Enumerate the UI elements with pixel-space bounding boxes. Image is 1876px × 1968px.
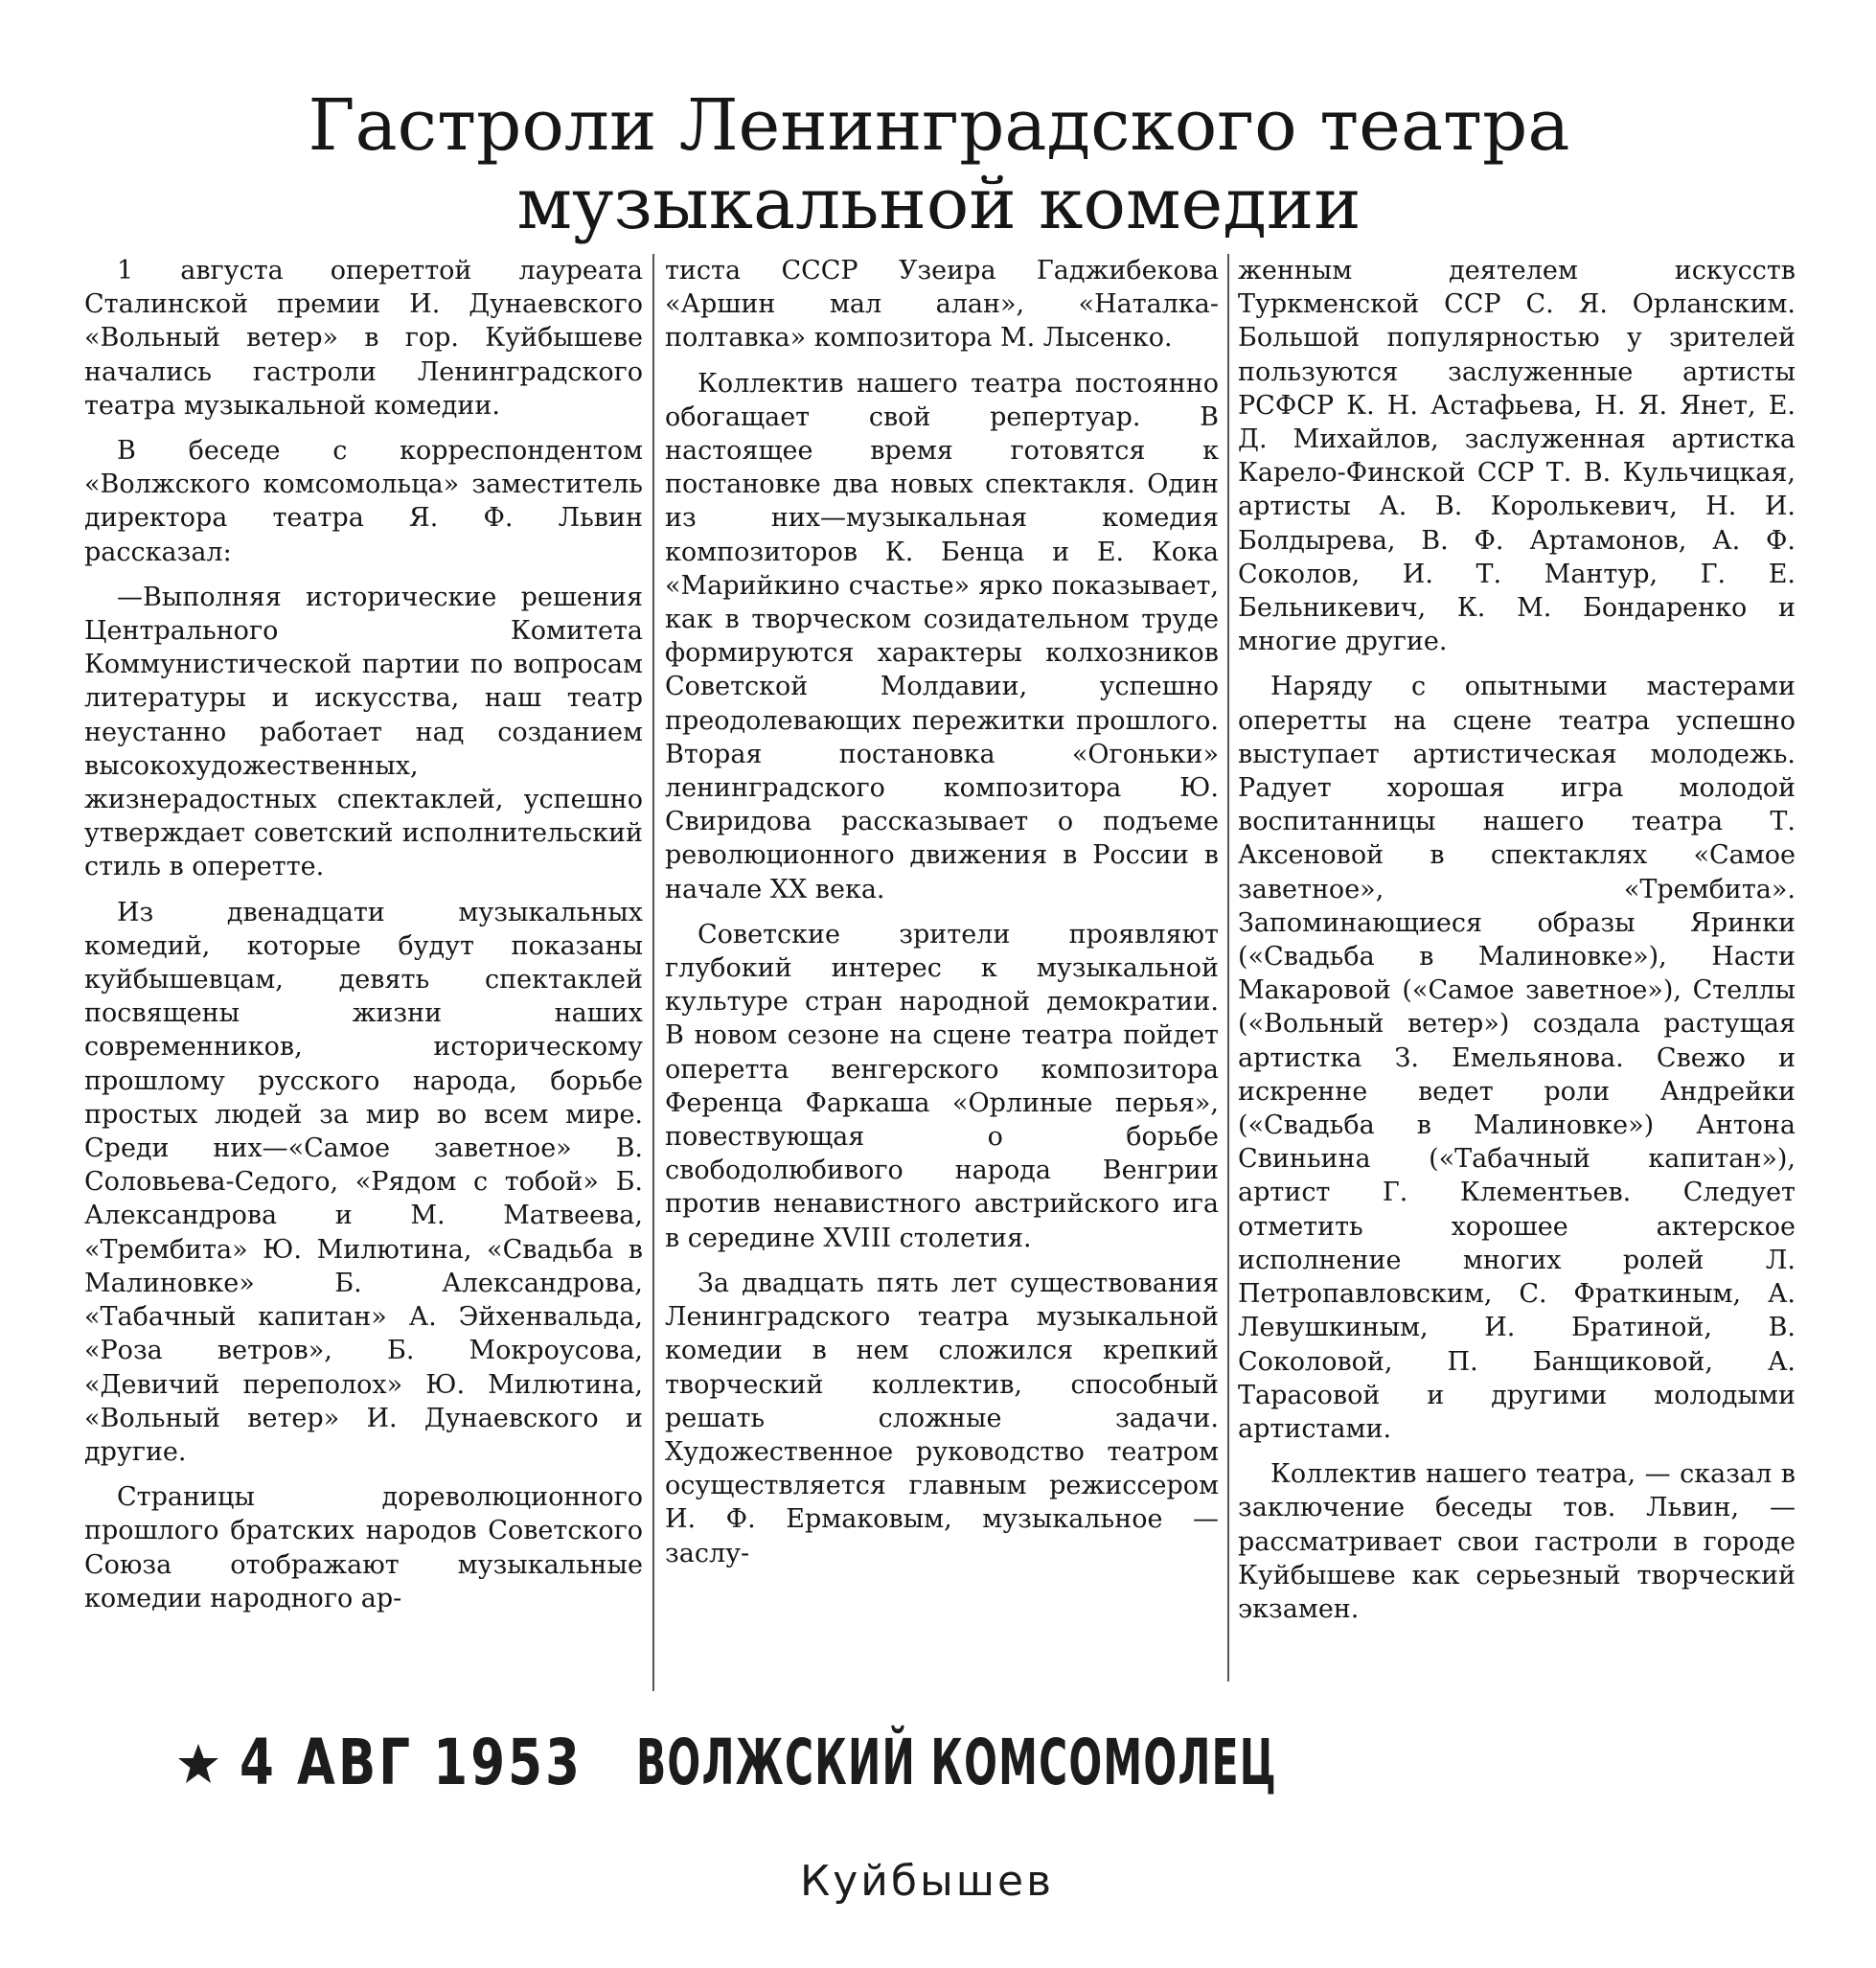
paragraph: тиста СССР Узеира Гаджибекова «Аршин мал алан», «Наталка-полтавка» композитора М. Лысенко. — [665, 256, 1219, 354]
article-headline — [153, 86, 1725, 243]
paragraph: 1 августа опереттой лауреата Сталинской премии И. Дунаевского «Вольный ветер» в гор. Куйбышеве начались гастроли Ленинградского театра музыкальной комедии. — [84, 256, 643, 421]
paragraph: Коллектив нашего театра, — сказал в заключение беседы тов. Львин, — рассматривает свои гастроли в городе Куйбышеве как серьезный творческий экзамен. — [1238, 1459, 1796, 1624]
headline-line-2: музыкальной комедии — [516, 163, 1361, 245]
paragraph: Советские зрители проявляют глубокий интерес к музыкальной культуре стран народной демократии. В новом сезоне на сцене театра пойдет оперетта венгерского композитора Ференца Фаркаша «Орлиные перья», повествующая о борьбе свободолюбивого народа Венгрии против ненавистного австрийского ига в середине XVIII столетия. — [665, 919, 1219, 1253]
headline-line-1: Гастроли Ленинградского театра — [308, 84, 1570, 167]
stamp-newspaper-name: ВОЛЖСКИЙ КОМСОМОЛЕЦ — [636, 1726, 1278, 1799]
column-divider — [1227, 254, 1229, 1682]
stamp-city: Куйбышев — [800, 1857, 1055, 1906]
article-column-1 — [84, 254, 643, 1627]
paragraph: женным деятелем искусств Туркменской ССР С. Я. Орланским. Большой популярностью у зрителей пользуются заслуженные артисты РСФСР К. Н. Астафьева, Н. Я. Янет, Е. Д. Михайлов, заслуженная артистка Карело-Финской ССР Т. В. Кульчицкая, артисты А. В. Королькевич, Н. И. Болдырева, В. Ф. Артамонов, А. Ф. Соколов, И. Т. Мантур, Г. Е. Бельникевич, К. М. Бондаренко и многие другие. — [1238, 256, 1796, 657]
article-column-3 — [1238, 254, 1796, 1637]
paragraph: Страницы дореволюционного прошлого братских народов Советского Союза отображают музыкальные комедии народного ар- — [84, 1482, 643, 1613]
stamp-date: 4 АВГ 1953 — [240, 1726, 583, 1799]
column-divider — [652, 254, 654, 1691]
paragraph: —Выполняя исторические решения Центрального Комитета Коммунистической партии по вопросам литературы и искусства, наш театр неустанно работает над созданием высокохудожественных, жизнерадостных спектаклей, успешно утверждает советский исполнительский стиль в оперетте. — [84, 582, 643, 882]
article-column-2 — [665, 254, 1219, 1582]
paragraph: Коллектив нашего театра постоянно обогащает свой репертуар. В настоящее время готовятся к постановке два новых спектакля. Один из них—музыкальная комедия композиторов К. Бенца и Е. Кока «Марийкино счастье» ярко показывает, как в творческом созидательном труде формируются характеры колхозников Советской Молдавии, успешно преодолевающих пережитки прошлого. Вторая постановка «Огоньки» ленинградского композитора Ю. Свиридова рассказывает о подъеме революционного движения в России в начале XX века. — [665, 368, 1219, 904]
paragraph: За двадцать пять лет существования Ленинградского театра музыкальной комедии в нем сложился крепкий творческий коллектив, способный решать сложные задачи. Художественное руководство театром осуществляется главным режиссером И. Ф. Ермаковым, музыкальное — заслу- — [665, 1268, 1219, 1568]
star-icon — [176, 1742, 220, 1786]
paragraph: В беседе с корреспондентом «Волжского комсомольца» заместитель директора театра Я. Ф. Львин рассказал: — [84, 436, 643, 567]
paragraph: Из двенадцати музыкальных комедий, которые будут показаны куйбышевцам, девять спектаклей посвящены жизни наших современников, историческому прошлому русского народа, борьбе простых людей за мир во всем мире. Среди них—«Самое заветное» В. Соловьева-Седого, «Рядом с тобой» Б. Александрова и М. Матвеева, «Трембита» Ю. Милютина, «Свадьба в Малиновке» Б. Александрова, «Табачный капитан» А. Эйхенвальда, «Роза ветров», Б. Мокроусова, «Девичий переполох» Ю. Милютина, «Вольный ветер» И. Дунаевского и другие. — [84, 897, 643, 1467]
paragraph: Наряду с опытными мастерами оперетты на сцене театра успешно выступает артистическая молодежь. Радует хорошая игра молодой воспитанницы нашего театра Т. Аксеновой в спектаклях «Самое заветное», «Трембита». Запоминающиеся образы Яринки («Свадьба в Малиновке»), Насти Макаровой («Самое заветное»), Стеллы («Вольный ветер») создала растущая артистка З. Емельянова. Свежо и искренне ведет роли Андрейки («Свадьба в Малиновке») Антона Свиньина («Табачный капитан»), артист Г. Клементьев. Следует отметить хорошее актерское исполнение многих ролей Л. Петропавловским, С. Фраткиным, А. Левушкиным, И. Братиной, В. Соколовой, П. Банщиковой, А. Тарасовой и другими молодыми артистами. — [1238, 672, 1796, 1444]
